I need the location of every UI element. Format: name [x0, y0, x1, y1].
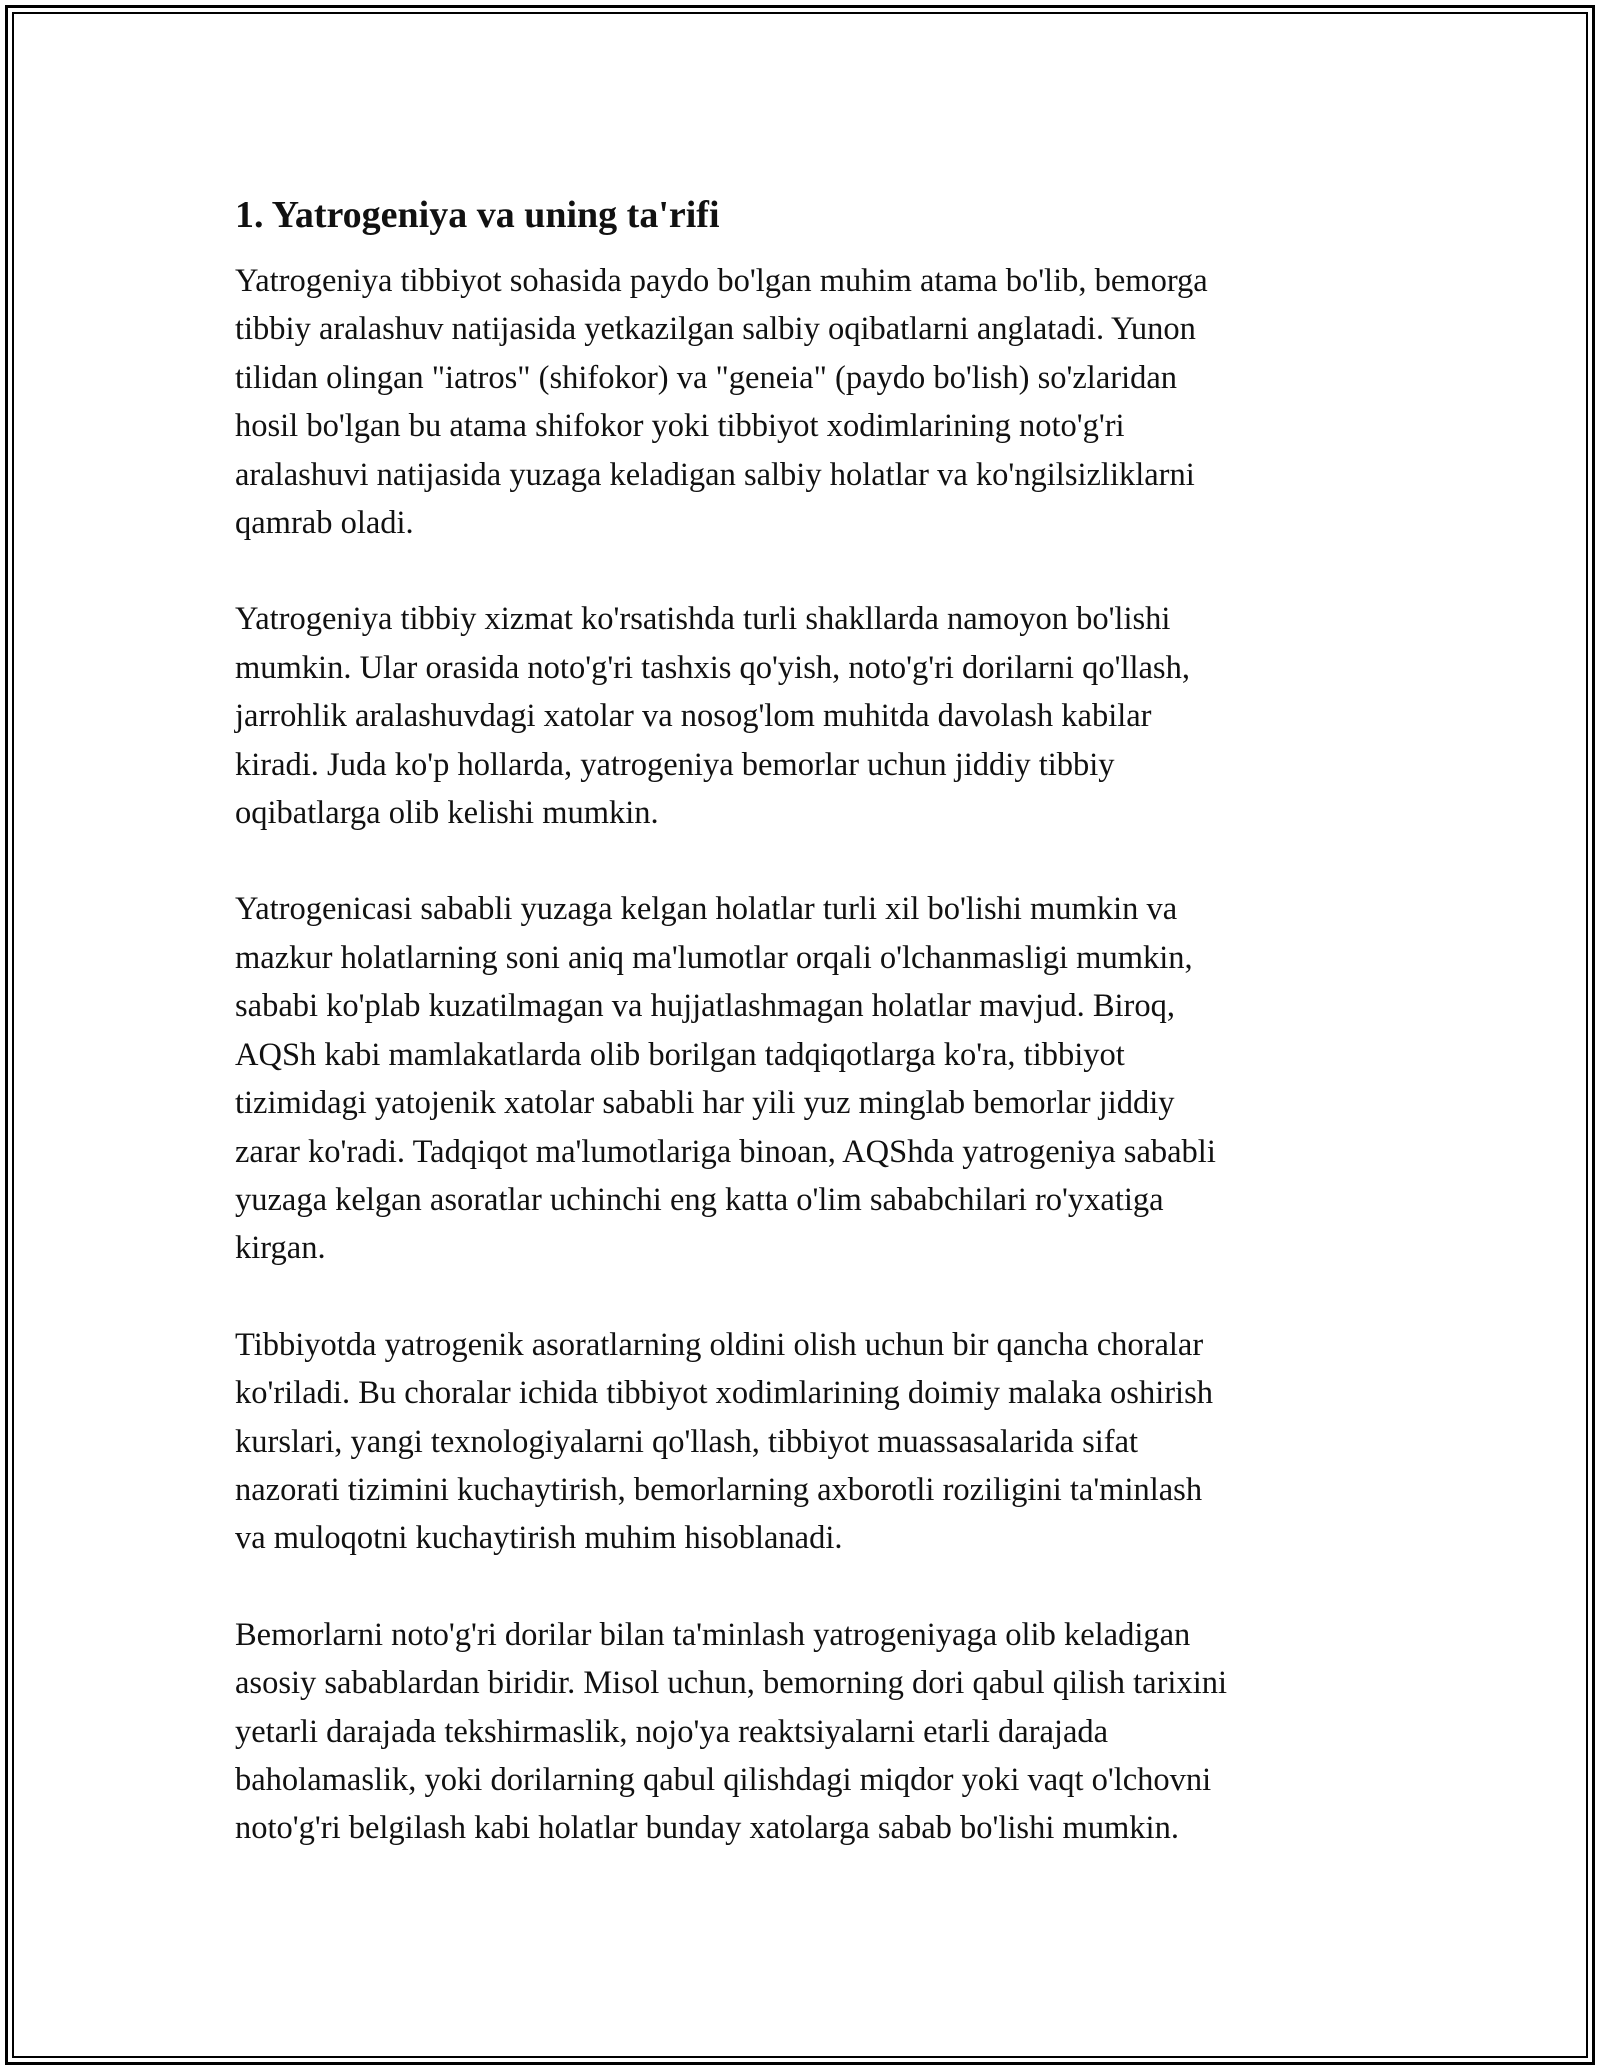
paragraph-line: tizimidagi yatojenik xatolar sababli har yili yuz minglab bemorlar jiddiy [235, 1085, 1175, 1122]
paragraph-line: qamrab oladi. [235, 505, 414, 542]
document-body [235, 183, 1365, 1901]
paragraph-line: yuzaga kelgan asoratlar uchinchi eng katta o'lim sababchilari ro'yxatiga [235, 1181, 1164, 1218]
paragraph-line: tilidan olingan "iatros" (shifokor) va "geneia" (paydo bo'lish) so'zlaridan [235, 359, 1178, 396]
paragraph-line: ko'riladi. Bu choralar ichida tibbiyot xodimlarining doimiy malaka oshirish [235, 1375, 1213, 1412]
paragraph [235, 595, 1365, 837]
paragraph-line: jarrohlik aralashuvdagi xatolar va nosog'lom muhitda davolash kabilar [235, 698, 1152, 735]
paragraph-line: oqibatlarga olib kelishi mumkin. [235, 795, 659, 832]
paragraph-line: tibbiy aralashuv natijasida yetkazilgan salbiy oqibatlarni anglatadi. Yunon [235, 311, 1196, 348]
paragraph-line: kurslari, yangi texnologiyalarni qo'llash, tibbiyot muassasalarida sifat [235, 1423, 1139, 1460]
paragraph-line: asosiy sabablardan biridir. Misol uchun, bemorning dori qabul qilish tarixini [235, 1665, 1228, 1702]
paragraph-line: hosil bo'lgan bu atama shifokor yoki tibbiyot xodimlarining noto'g'ri [235, 408, 1125, 445]
paragraph-line: Yatrogeniya tibbiy xizmat ko'rsatishda turli shakllarda namoyon bo'lishi [235, 601, 1171, 638]
paragraph-line: mumkin. Ular orasida noto'g'ri tashxis qo'yish, noto'g'ri dorilarni qo'llash, [235, 649, 1190, 686]
paragraph-line: Bemorlarni noto'g'ri dorilar bilan ta'minlash yatrogeniyaga olib keladigan [235, 1616, 1191, 1653]
paragraph-line: kirgan. [235, 1230, 326, 1267]
paragraph-line: AQSh kabi mamlakatlarda olib borilgan tadqiqotlarga ko'ra, tibbiyot [235, 1036, 1125, 1073]
paragraph-line: sababi ko'plab kuzatilmagan va hujjatlashmagan holatlar mavjud. Biroq, [235, 988, 1175, 1025]
paragraph-line: nazorati tizimini kuchaytirish, bemorlarning axborotli roziligini ta'minlash [235, 1471, 1203, 1508]
paragraph [235, 257, 1365, 547]
paragraph-line: kiradi. Juda ko'p hollarda, yatrogeniya bemorlar uchun jiddiy tibbiy [235, 746, 1115, 783]
paragraph [235, 1321, 1365, 1563]
section-heading: 1. Yatrogeniya va uning ta'rifi [235, 194, 720, 236]
paragraph [235, 885, 1365, 1272]
paragraph-list [235, 257, 1365, 1853]
paragraph-line: yetarli darajada tekshirmaslik, nojo'ya reaktsiyalarni etarli darajada [235, 1713, 1109, 1750]
paragraph-line: zarar ko'radi. Tadqiqot ma'lumotlariga binoan, AQShda yatrogeniya sababli [235, 1133, 1216, 1170]
paragraph-line: mazkur holatlarning soni aniq ma'lumotlar orqali o'lchanmasligi mumkin, [235, 939, 1193, 976]
paragraph-line: baholamaslik, yoki dorilarning qabul qilishdagi miqdor yoki vaqt o'lchovni [235, 1761, 1212, 1798]
paragraph-line: aralashuvi natijasida yuzaga keladigan salbiy holatlar va ko'ngilsizliklarni [235, 456, 1195, 493]
paragraph-line: noto'g'ri belgilash kabi holatlar bunday xatolarga sabab bo'lishi mumkin. [235, 1810, 1179, 1847]
paragraph-line: Yatrogeniya tibbiyot sohasida paydo bo'lgan muhim atama bo'lib, bemorga [235, 263, 1208, 299]
paragraph [235, 1611, 1365, 1853]
paragraph-line: Yatrogenicasi sababli yuzaga kelgan holatlar turli xil bo'lishi mumkin va [235, 891, 1178, 928]
paragraph-line: Tibbiyotda yatrogenik asoratlarning oldini olish uchun bir qancha choralar [235, 1326, 1204, 1363]
paragraph-line: va muloqotni kuchaytirish muhim hisoblanadi. [235, 1520, 843, 1557]
